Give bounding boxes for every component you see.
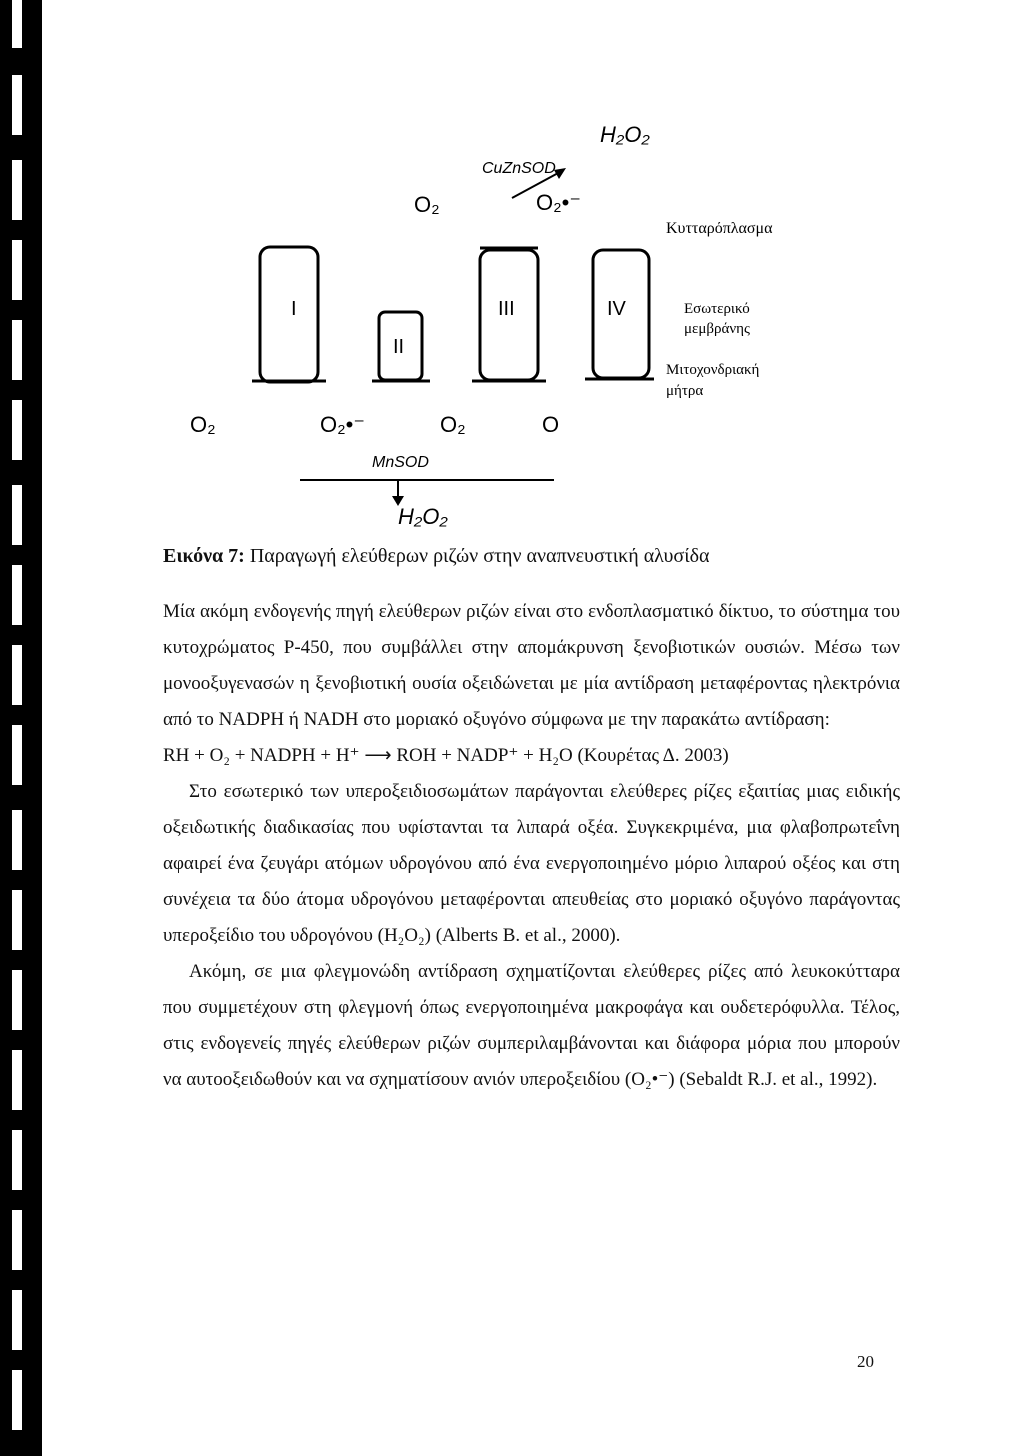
respiratory-chain-diagram (42, 0, 1024, 560)
o2-label: O₂ (440, 412, 466, 437)
cytoplasm-label: Κυτταρόπλασμα (666, 220, 773, 237)
h2o2-label: H₂O₂ (600, 122, 650, 147)
sprocket-hole (12, 1370, 22, 1430)
superoxide-label: O₂•⁻ (536, 190, 581, 215)
sprocket-hole (12, 810, 22, 870)
complex-iii-label: III (498, 298, 515, 320)
sprocket-hole (12, 1210, 22, 1270)
document-page (42, 0, 1024, 1456)
sprocket-hole (12, 400, 22, 460)
sprocket-hole (12, 645, 22, 705)
cuznsod-label: CuZnSOD (482, 160, 556, 177)
complex-i-label: I (291, 298, 297, 320)
diagram-lines (42, 0, 1024, 560)
matrix-label: Μιτοχονδριακή (666, 362, 760, 378)
inner-membrane-label: μεμβράνης (684, 321, 750, 337)
figure-caption (163, 545, 709, 568)
matrix-label: μήτρα (666, 383, 704, 399)
paragraph: Μία ακόμη ενδογενής πηγή ελεύθερων ριζών είναι στο ενδοπλασματικό δίκτυο, το σύστημα του κυτοχρώματος P-450, που συμβάλλει στην απομάκρυνση ξενοβιοτικών ουσιών. Μέσω των μονοοξυγενασών η ξενοβιοτική ουσία οξειδώνεται με μία αντίδραση μεταφέροντας ηλεκτρόνια από το NADPH ή NADH στο μοριακό οξυγόνο σύμφωνα με την παρακάτω αντίδραση: (163, 601, 900, 730)
sprocket-hole (12, 75, 22, 135)
sprocket-hole (12, 1290, 22, 1350)
sprocket-hole (12, 970, 22, 1030)
inner-membrane-label: Εσωτερικό (684, 301, 750, 317)
complex-i-box (260, 247, 318, 382)
mnsod-label: MnSOD (372, 454, 429, 471)
complex-ii-label: II (393, 336, 405, 358)
page-number: 20 (857, 1352, 874, 1371)
oxygen-label: O (542, 412, 560, 437)
sprocket-hole (12, 1130, 22, 1190)
reaction-equation: RH + O₂ + NADPH + H⁺ ⟶ ROH + NADP⁺ + H₂O (Κουρέτας Δ. 2003) (163, 745, 729, 766)
sprocket-hole (12, 485, 22, 545)
h2o2-label: H₂O₂ (398, 504, 448, 529)
paragraph: Ακόμη, σε μια φλεγμονώδη αντίδραση σχηματίζονται ελεύθερες ρίζες από λευκοκύτταρα που συμμετέχουν στη φλεγμονή όπως ενεργοποιημένα μακροφάγα και ουδετερόφυλλα. Τέλος, στις ενδογενείς πηγές ελεύθερων ριζών συμπεριλαμβάνονται και διάφορα μόρια που μπορούν να αυτοοξειδωθούν και να σχηματίσουν ανιόν υπεροξειδίου (O₂•⁻) (Sebaldt R.J. et al., 1992). (163, 961, 900, 1090)
sprocket-hole (12, 890, 22, 950)
sprocket-hole (12, 565, 22, 625)
paragraph: Στο εσωτερικό των υπεροξειδιοσωμάτων παράγονται ελεύθερες ρίζες εξαιτίας μιας ειδικής οξειδωτικής διαδικασίας που υφίστανται τα λιπαρά οξέα. Συγκεκριμένα, μια φλαβοπρωτεΐνη αφαιρεί ένα ζευγάρι ατόμων υδρογόνου από ένα ενεργοποιημένο μόριο λιπαρού οξέος και στη συνέχεια τα δύο άτομα υδρογόνου μεταφέρονται απευθείας στο μοριακό οξυγόνο παράγοντας υπεροξείδιο του υδρογόνου (H₂O₂) (Alberts B. et al., 2000). (163, 781, 900, 946)
sprocket-hole (12, 320, 22, 380)
body-text (163, 594, 900, 1098)
caption-text: Παραγωγή ελεύθερων ριζών στην αναπνευστική αλυσίδα (244, 545, 710, 567)
caption-label: Εικόνα 7: (163, 545, 245, 567)
o2-label: O₂ (414, 192, 440, 217)
complex-iv-label: IV (607, 298, 626, 320)
sprocket-hole (12, 1050, 22, 1110)
sprocket-hole (12, 725, 22, 785)
sprocket-hole (12, 240, 22, 300)
o2-label: O₂ (190, 412, 216, 437)
superoxide-label: O₂•⁻ (320, 412, 365, 437)
sprocket-hole (12, 160, 22, 220)
sprocket-hole (12, 0, 22, 48)
